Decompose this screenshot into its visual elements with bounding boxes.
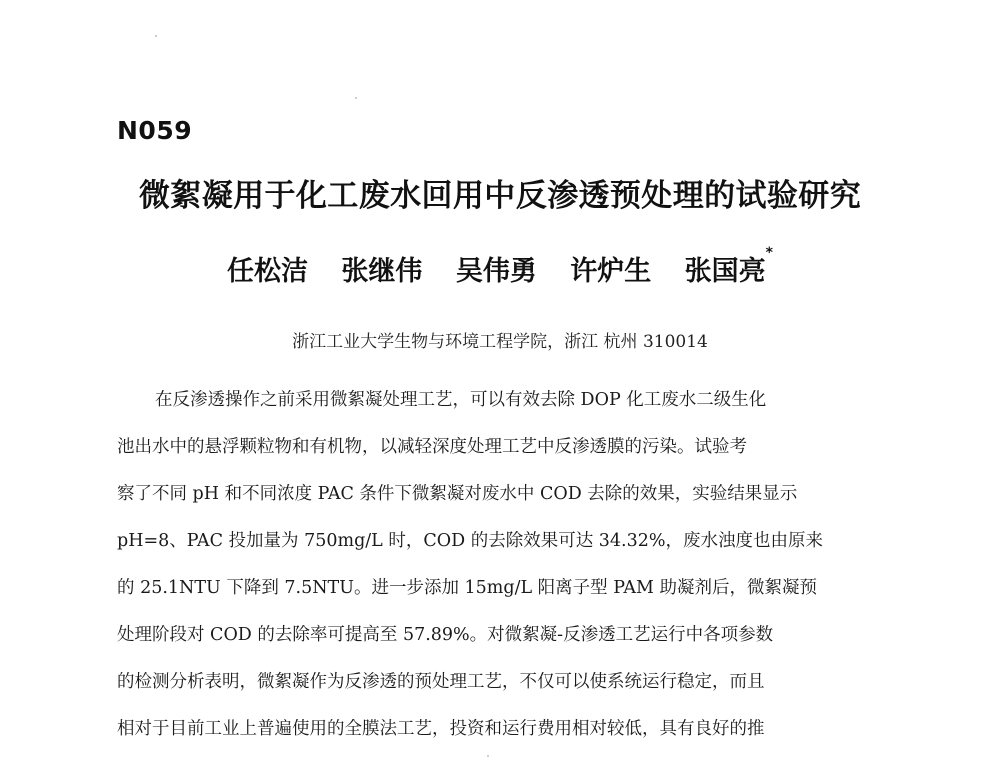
abstract-line: 相对于目前工业上普遍使用的全膜法工艺，投资和运行费用相对较低，具有良好的推 xyxy=(117,719,765,739)
author-list xyxy=(160,245,840,288)
abstract xyxy=(117,385,867,761)
author-name: 许炉生 xyxy=(570,256,652,287)
abstract-line: pH=8、PAC 投加量为 750mg/L 时，COD 的去除效果可达 34.32%，废水浊度也由原来 xyxy=(117,531,823,551)
paper-id: N059 xyxy=(117,116,193,145)
author-name: 张国亮 xyxy=(684,256,766,287)
abstract-line: 池出水中的悬浮颗粒物和有机物，以减轻深度处理工艺中反渗透膜的污染。试验考 xyxy=(117,437,747,457)
scan-speck xyxy=(155,35,157,37)
scan-speck xyxy=(355,97,357,99)
paper-title: 微絮凝用于化工废水回用中反渗透预处理的试验研究 xyxy=(138,178,862,214)
author-name: 吴伟勇 xyxy=(455,256,537,287)
abstract-line: 在反渗透操作之前采用微絮凝处理工艺，可以有效去除 DOP 化工废水二级生化 xyxy=(155,390,767,410)
author-name: 任松洁 xyxy=(227,256,309,287)
corresponding-author xyxy=(684,245,773,288)
corresponding-author-mark: * xyxy=(765,245,773,261)
abstract-line: 处理阶段对 COD 的去除率可提高至 57.89%。对微絮凝-反渗透工艺运行中各项参数 xyxy=(117,625,774,645)
abstract-line: 的检测分析表明，微絮凝作为反渗透的预处理工艺，不仅可以使系统运行稳定，而且 xyxy=(117,672,765,692)
abstract-line: 的 25.1NTU 下降到 7.5NTU。进一步添加 15mg/L 阳离子型 PAM 助凝剂后，微絮凝预 xyxy=(117,578,818,598)
affiliation: 浙江工业大学生物与环境工程学院，浙江 杭州 310014 xyxy=(292,332,708,352)
abstract-line: 察了不同 pH 和不同浓度 PAC 条件下微絮凝对废水中 COD 去除的效果，实验结果显示 xyxy=(117,484,798,504)
author-name: 张继伟 xyxy=(341,256,423,287)
